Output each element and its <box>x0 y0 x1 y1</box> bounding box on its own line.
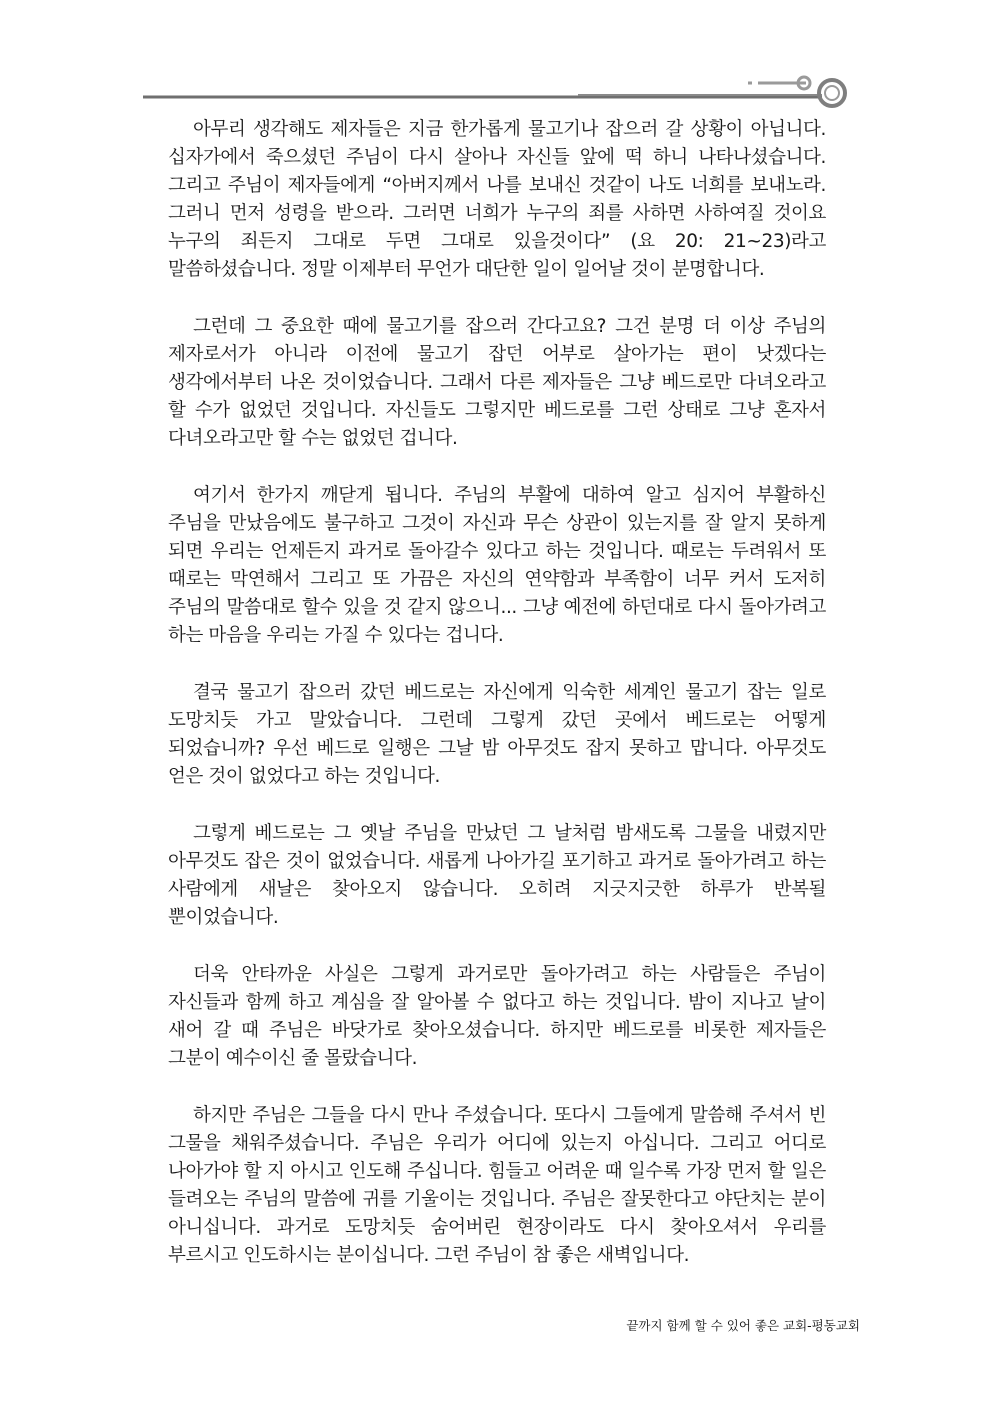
paragraph: 더욱 안타까운 사실은 그렇게 과거로만 돌아가려고 하는 사람들은 주님이 자신들과 함께 하고 계심을 잘 알아볼 수 없다고 하는 것입니다. 밤이 지나고 날이 새어 갈 때 주님은 바닷가로 찾아오셨습니다. 하지만 베드로를 비롯한 제자들은 그분이 예수이신 줄 몰랐습니다. <box>168 964 826 1069</box>
paragraph: 그런데 그 중요한 때에 물고기를 잡으러 간다고요? 그건 분명 더 이상 주님의 제자로서가 아니라 이전에 물고기 잡던 어부로 살아가는 편이 낫겠다는 생각에서부터 나온 것이었습니다. 그래서 다른 제자들은 그냥 베드로만 다녀오라고 할 수가 없었던 것입니다. 자신들도 그렇지만 베드로를 그런 상태로 그냥 혼자서 다녀오라고만 할 수는 없었던 겁니다. <box>168 316 826 449</box>
paragraph: 그렇게 베드로는 그 옛날 주님을 만났던 그 날처럼 밤새도록 그물을 내렸지만 아무것도 잡은 것이 없었습니다. 새롭게 나아가길 포기하고 과거로 돌아가려고 하는 사람에게 새날은 찾아오지 않습니다. 오히려 지긋지긋한 하루가 반복될 뿐이었습니다. <box>168 823 826 928</box>
paragraph: 아무리 생각해도 제자들은 지금 한가롭게 물고기나 잡으러 갈 상황이 아닙니다. 십자가에서 죽으셨던 주님이 다시 살아나 자신들 앞에 떡 하니 나타나셨습니다. 그리고 주님이 제자들에게 “아버지께서 나를 보내신 것같이 나도 너희를 보내노라. 그러니 먼저 성령을 받으라. 그러면 너희가 누구의 죄를 사하면 사하여질 것이요 누구의 죄든지 그대로 두면 그대로 있을것이다” (요 20: 21~23)라고 말씀하셨습니다. 정말 이제부터 무언가 대단한 일이 일어날 것이 분명합니다. <box>168 119 826 280</box>
paragraph: 하지만 주님은 그들을 다시 만나 주셨습니다. 또다시 그들에게 말씀해 주셔서 빈 그물을 채워주셨습니다. 주님은 우리가 어디에 있는지 아십니다. 그리고 어디로 나아가야 할 지 아시고 인도해 주십니다. 힘들고 어려운 때 일수록 가장 먼저 할 일은 들려오는 주님의 말씀에 귀를 기울이는 것입니다. 주님은 잘못한다고 야단치는 분이 아니십니다. 과거로 도망치듯 숨어버린 현장이라도 다시 찾아오셔서 우리를 부르시고 인도하시는 분이십니다. 그런 주님이 참 좋은 새벽입니다. <box>168 1105 826 1266</box>
page-footer: 끝까지 함께 할 수 있어 좋은 교회-평동교회 <box>626 1318 860 1333</box>
key-ornament-icon <box>748 77 845 106</box>
article-body <box>168 116 826 1299</box>
paragraph: 여기서 한가지 깨닫게 됩니다. 주님의 부활에 대하여 알고 심지어 부활하신 주님을 만났음에도 불구하고 그것이 자신과 무슨 상관이 있는지를 잘 알지 못하게 되면 우리는 언제든지 과거로 돌아갈수 있다고 하는 것입니다. 때로는 두려워서 또 때로는 막연해서 그리고 또 가끔은 자신의 연약함과 부족함이 너무 커서 도저히 주님의 말씀대로 할수 있을 것 같지 않으니... 그냥 예전에 하던대로 다시 돌아가려고 하는 마음을 우리는 가질 수 있다는 겁니다. <box>168 485 826 646</box>
header-decoration <box>0 0 992 120</box>
paragraph: 결국 물고기 잡으러 갔던 베드로는 자신에게 익숙한 세계인 물고기 잡는 일로 도망치듯 가고 말았습니다. 그런데 그렇게 갔던 곳에서 베드로는 어떻게 되었습니까? 우선 베드로 일행은 그날 밤 아무것도 잡지 못하고 맙니다. 아무것도 얻은 것이 없었다고 하는 것입니다. <box>168 682 826 787</box>
